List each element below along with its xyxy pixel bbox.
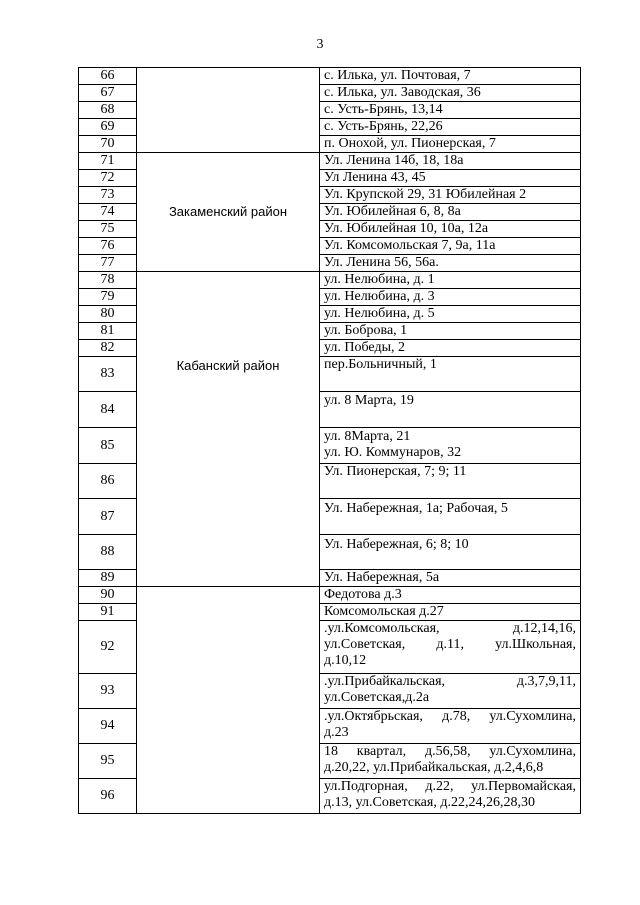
row-number: 92 xyxy=(79,621,137,674)
address-cell: Ул. Пионерская, 7; 9; 11 xyxy=(320,464,581,499)
address-cell: с. Илька, ул. Заводская, 36 xyxy=(320,85,581,102)
address-line: .ул.Комсомольская, д.12,14,16, xyxy=(324,621,576,636)
address-line: д.10,12 xyxy=(324,653,367,668)
row-number: 93 xyxy=(79,674,137,709)
row-number: 72 xyxy=(79,170,137,187)
address-cell: Ул. Ленина 14б, 18, 18а xyxy=(320,153,581,170)
district-name: Закаменский район xyxy=(137,153,320,272)
address-cell: Ул. Набережная, 6; 8; 10 xyxy=(320,535,581,570)
row-number: 81 xyxy=(79,323,137,340)
address-line: ул. Ю. Коммунаров, 32 xyxy=(324,445,462,460)
district-name: Кабанский район xyxy=(137,272,320,587)
row-number: 76 xyxy=(79,238,137,255)
address-cell: с. Усть-Брянь, 22,26 xyxy=(320,119,581,136)
address-cell: ул. Боброва, 1 xyxy=(320,323,581,340)
district-cell-empty xyxy=(137,68,320,153)
address-cell: Ул Ленина 43, 45 xyxy=(320,170,581,187)
address-cell: ул. Нелюбина, д. 1 xyxy=(320,272,581,289)
address-cell: Ул. Набережная, 5а xyxy=(320,570,581,587)
row-number: 86 xyxy=(79,464,137,499)
address-cell: Ул. Набережная, 1а; Рабочая, 5 xyxy=(320,499,581,535)
address-line: ул.Советская,д.2а xyxy=(324,690,430,705)
table-row xyxy=(79,272,581,289)
address-cell xyxy=(320,744,581,779)
address-cell: с. Усть-Брянь, 13,14 xyxy=(320,102,581,119)
table-row xyxy=(79,587,581,604)
row-number: 77 xyxy=(79,255,137,272)
address-line: д.20,22, ул.Прибайкальская, д.2,4,6,8 xyxy=(324,760,544,775)
row-number: 74 xyxy=(79,204,137,221)
row-number: 78 xyxy=(79,272,137,289)
address-cell xyxy=(320,674,581,709)
row-number: 87 xyxy=(79,499,137,535)
address-cell: с. Илька, ул. Почтовая, 7 xyxy=(320,68,581,85)
row-number: 71 xyxy=(79,153,137,170)
address-cell xyxy=(320,779,581,814)
row-number: 75 xyxy=(79,221,137,238)
row-number: 88 xyxy=(79,535,137,570)
address-cell: п. Онохой, ул. Пионерская, 7 xyxy=(320,136,581,153)
address-table xyxy=(78,67,581,814)
address-cell: пер.Больничный, 1 xyxy=(320,357,581,392)
address-cell xyxy=(320,621,581,674)
row-number: 79 xyxy=(79,289,137,306)
row-number: 66 xyxy=(79,68,137,85)
address-line: 18 квартал, д.56,58, ул.Сухомлина, xyxy=(324,744,576,759)
table-row xyxy=(79,153,581,170)
district-cell-empty xyxy=(137,587,320,814)
row-number: 82 xyxy=(79,340,137,357)
address-cell xyxy=(320,709,581,744)
address-cell: Ул. Комсомольская 7, 9а, 11а xyxy=(320,238,581,255)
table-row xyxy=(79,68,581,85)
address-cell: Федотова д.3 xyxy=(320,587,581,604)
address-cell: ул. Нелюбина, д. 5 xyxy=(320,306,581,323)
address-cell: ул. Победы, 2 xyxy=(320,340,581,357)
address-cell: ул. Нелюбина, д. 3 xyxy=(320,289,581,306)
row-number: 69 xyxy=(79,119,137,136)
row-number: 80 xyxy=(79,306,137,323)
row-number: 89 xyxy=(79,570,137,587)
row-number: 73 xyxy=(79,187,137,204)
row-number: 95 xyxy=(79,744,137,779)
address-cell: Ул. Юбилейная 10, 10а, 12а xyxy=(320,221,581,238)
row-number: 90 xyxy=(79,587,137,604)
address-cell: Ул. Юбилейная 6, 8, 8а xyxy=(320,204,581,221)
row-number: 96 xyxy=(79,779,137,814)
address-line: д.23 xyxy=(324,725,349,740)
row-number: 67 xyxy=(79,85,137,102)
address-cell: Ул. Крупской 29, 31 Юбилейная 2 xyxy=(320,187,581,204)
address-line: д.13, ул.Советская, д.22,24,26,28,30 xyxy=(324,795,535,810)
row-number: 84 xyxy=(79,392,137,428)
row-number: 68 xyxy=(79,102,137,119)
row-number: 91 xyxy=(79,604,137,621)
address-cell: Комсомольская д.27 xyxy=(320,604,581,621)
page-number: 3 xyxy=(316,37,324,52)
address-cell: ул. 8 Марта, 19 xyxy=(320,392,581,428)
address-line: ул.Советская, д.11, ул.Школьная, xyxy=(324,637,576,652)
address-line: .ул.Прибайкальская, д.3,7,9,11, xyxy=(324,674,576,689)
address-cell: Ул. Ленина 56, 56а. xyxy=(320,255,581,272)
address-line: .ул.Октябрьская, д.78, ул.Сухомлина, xyxy=(324,709,576,724)
address-cell xyxy=(320,428,581,464)
row-number: 94 xyxy=(79,709,137,744)
row-number: 70 xyxy=(79,136,137,153)
row-number: 85 xyxy=(79,428,137,464)
row-number: 83 xyxy=(79,357,137,392)
address-line: ул. 8Марта, 21 xyxy=(324,429,411,444)
address-line: ул.Подгорная, д.22, ул.Первомайская, xyxy=(324,779,576,794)
